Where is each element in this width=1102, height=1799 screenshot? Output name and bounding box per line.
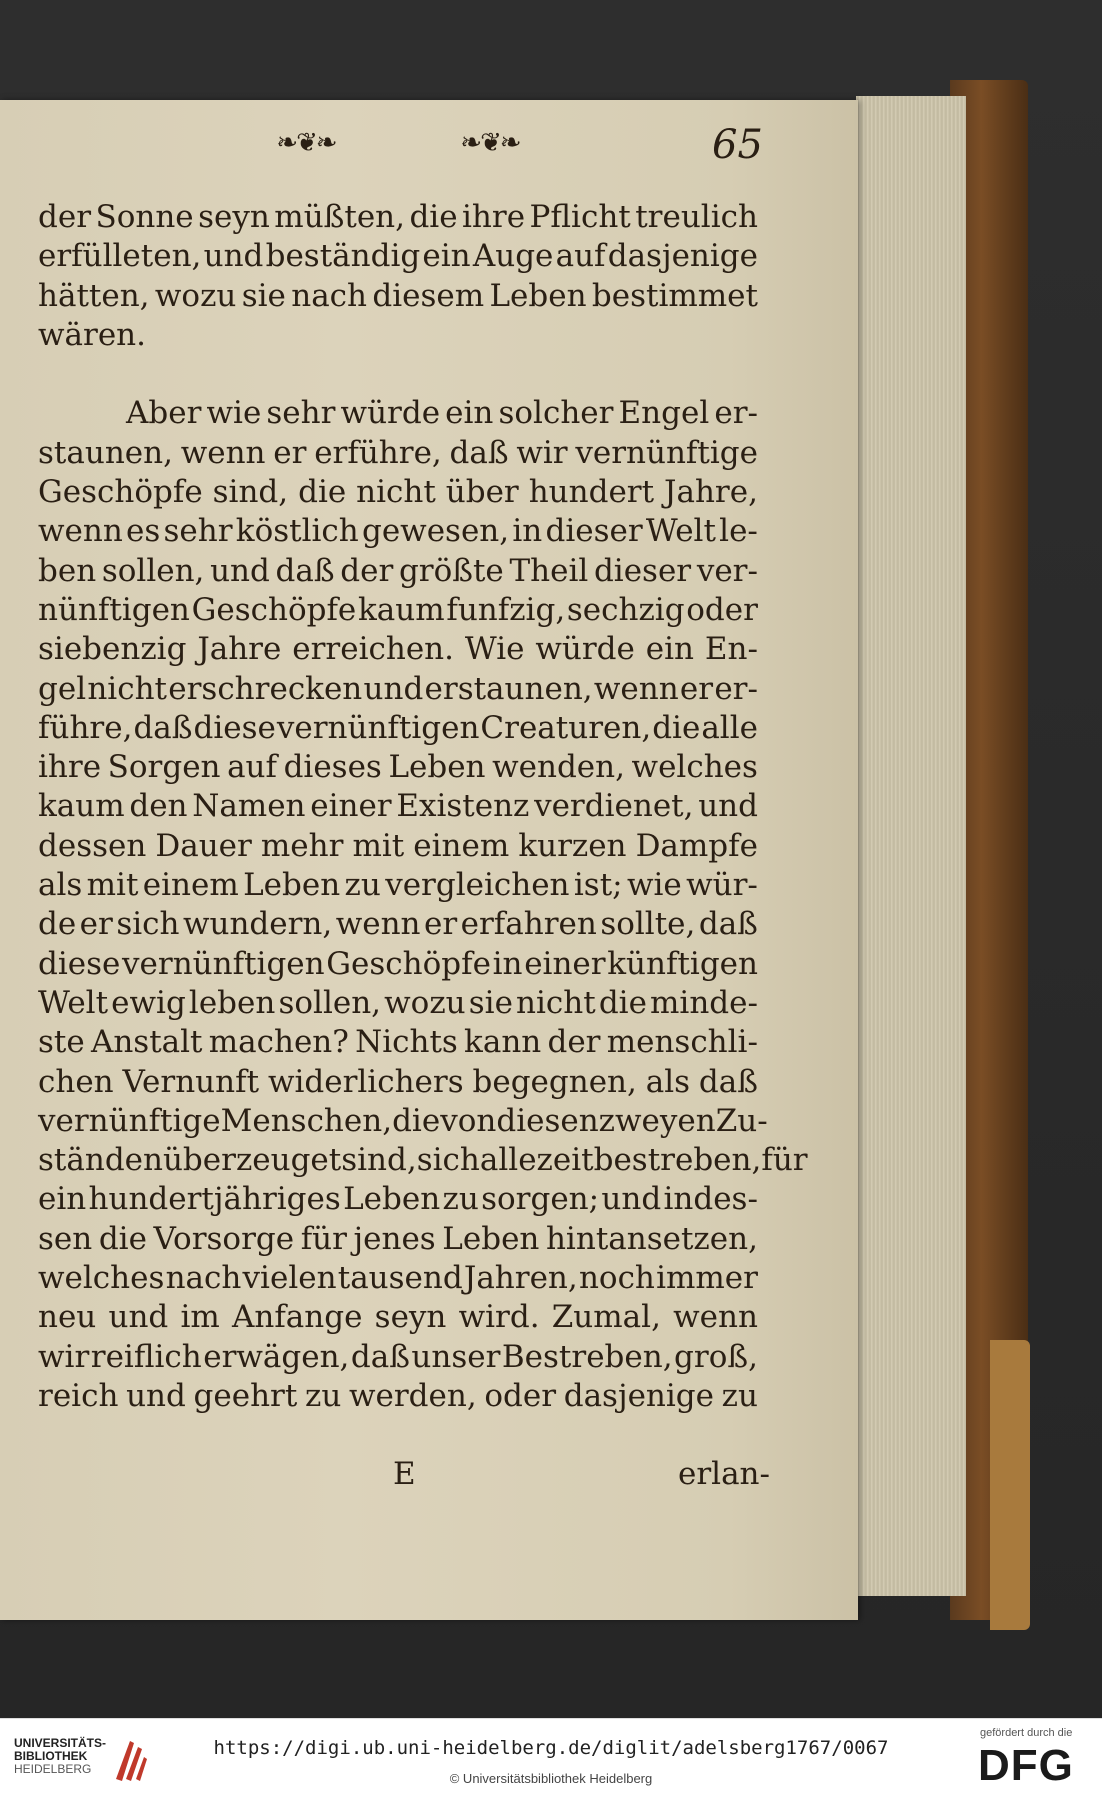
- word: unser: [411, 1338, 501, 1375]
- word: seyn: [374, 1299, 447, 1336]
- word: Jahre: [197, 631, 282, 668]
- word: einem: [142, 867, 239, 904]
- word: daß: [133, 709, 193, 746]
- text-line: [38, 434, 758, 473]
- word: nicht: [356, 474, 436, 511]
- word: nach: [165, 1260, 242, 1297]
- word: im: [180, 1299, 220, 1336]
- word: wozu: [154, 277, 237, 314]
- word: er: [273, 434, 307, 471]
- word: die: [298, 474, 347, 511]
- word: vernünftige: [575, 434, 758, 471]
- word: würde: [340, 395, 441, 432]
- word: groß,: [674, 1338, 758, 1375]
- word: reiflich: [90, 1338, 202, 1375]
- word: der: [38, 199, 92, 235]
- word: sehr: [266, 395, 336, 432]
- word: Jahren,: [463, 1260, 578, 1297]
- word: Namen: [192, 788, 306, 825]
- word: noch: [578, 1260, 655, 1297]
- word: diesem: [372, 277, 485, 314]
- word: immer: [656, 1260, 758, 1297]
- text-line: [38, 748, 758, 787]
- word: daß: [698, 1063, 758, 1100]
- word: de: [38, 906, 77, 943]
- word: siebenzig: [38, 631, 187, 668]
- signature-mark: E: [393, 1456, 416, 1492]
- word: sen: [38, 1220, 93, 1257]
- word: mit: [352, 827, 405, 864]
- text-line: [38, 552, 758, 591]
- word: chen: [38, 1063, 114, 1100]
- word: wür-: [686, 867, 758, 904]
- word: er: [79, 906, 113, 943]
- text-line: [38, 473, 758, 512]
- word: wenn: [673, 1299, 758, 1336]
- word: ver-: [696, 552, 758, 589]
- word: diese: [38, 945, 121, 982]
- word: Vorsorge: [153, 1220, 295, 1257]
- word: Geschöpfe: [326, 945, 491, 982]
- word: Leben: [388, 749, 486, 786]
- word: En-: [704, 631, 758, 668]
- word: ein: [38, 1181, 87, 1218]
- text-line: [38, 237, 758, 276]
- word: dieser: [545, 513, 643, 550]
- text-line: [38, 670, 758, 709]
- word: sollen,: [278, 984, 382, 1021]
- word: für: [300, 1220, 347, 1257]
- word: erwägen,: [203, 1338, 350, 1375]
- word: zweyen: [598, 1102, 716, 1139]
- word: minde-: [650, 984, 758, 1021]
- word: oder: [686, 591, 758, 628]
- word: daß: [449, 434, 509, 471]
- word: und: [108, 1299, 169, 1336]
- word: es: [126, 513, 161, 550]
- word: Zu-: [715, 1102, 768, 1139]
- word: Dampfe: [635, 827, 758, 864]
- logo-line-3: HEIDELBERG: [14, 1762, 92, 1776]
- word: vernünftigen: [276, 709, 480, 746]
- text-line: [38, 866, 758, 905]
- word: sehr: [163, 513, 233, 550]
- word: für: [761, 1142, 808, 1179]
- word: tausend: [337, 1260, 463, 1297]
- word: diesen: [496, 1102, 599, 1139]
- word: vielen: [242, 1260, 337, 1297]
- word: er: [423, 906, 458, 943]
- word: mit: [86, 867, 139, 904]
- word: wie: [206, 395, 262, 432]
- word: köstlich: [235, 513, 359, 550]
- word: erführe,: [314, 434, 442, 471]
- word: bestimmet: [591, 277, 758, 314]
- word: dieses: [283, 749, 382, 786]
- word: sie: [468, 984, 513, 1021]
- page-footer: [38, 1456, 771, 1496]
- word: kurzen: [518, 827, 627, 864]
- word: begegnen,: [472, 1063, 637, 1100]
- word: sind,: [341, 1142, 417, 1179]
- word: über: [445, 474, 519, 511]
- word: Sonne: [95, 199, 194, 235]
- catchword: erlan-: [678, 1456, 771, 1492]
- word: le-: [719, 513, 758, 550]
- text-line: [38, 1377, 758, 1416]
- word: sollen,: [101, 552, 205, 589]
- word: wir: [516, 434, 568, 471]
- word: menschli-: [606, 1024, 758, 1061]
- word: Anstalt: [90, 1024, 203, 1061]
- page-edges: [856, 96, 966, 1596]
- page-number: 65: [712, 122, 763, 168]
- word: müßten,: [274, 199, 405, 235]
- word: daß: [698, 906, 758, 943]
- word: indes-: [663, 1181, 758, 1218]
- word: oder: [484, 1377, 557, 1414]
- text-line: [38, 277, 758, 316]
- word: erreichen.: [292, 631, 454, 668]
- text-line: [38, 1141, 808, 1180]
- word: wenn: [335, 906, 421, 943]
- paragraph-gap: [38, 355, 758, 394]
- word: wenn: [38, 513, 123, 550]
- word: wir: [38, 1338, 90, 1375]
- word: ein: [422, 238, 471, 275]
- word: gewesen,: [361, 513, 510, 550]
- word: der: [340, 552, 394, 589]
- word: wie: [626, 867, 682, 904]
- word: wenn: [593, 670, 679, 707]
- word: alle: [701, 709, 758, 746]
- word: erstaunen,: [424, 670, 593, 707]
- text-line: [38, 630, 758, 669]
- text-line: wären.: [38, 316, 147, 353]
- word: Geschöpfe: [191, 591, 357, 628]
- word: hundertjähriges: [88, 1181, 341, 1218]
- word: mehr: [260, 827, 344, 864]
- word: Pflicht: [529, 199, 631, 235]
- word: werden,: [348, 1377, 477, 1414]
- viewer-footer-bar: [0, 1718, 1102, 1799]
- word: als: [645, 1063, 691, 1100]
- text-line: [38, 827, 758, 866]
- word: sechzig: [566, 591, 685, 628]
- word: kann: [464, 1024, 542, 1061]
- word: den: [129, 788, 188, 825]
- word: Existenz: [396, 788, 530, 825]
- text-line: [38, 1063, 758, 1102]
- word: treulich: [635, 199, 758, 235]
- word: und: [203, 238, 264, 275]
- word: leben: [188, 984, 276, 1021]
- word: nicht: [516, 984, 596, 1021]
- word: Leben: [343, 1181, 441, 1218]
- word: auf: [227, 749, 277, 786]
- word: in: [512, 513, 543, 550]
- text-line: [38, 1259, 758, 1298]
- word: gel: [38, 670, 87, 707]
- word: ben: [38, 552, 97, 589]
- word: kaum: [38, 788, 125, 825]
- word: hundert: [528, 474, 655, 511]
- text-line: [38, 905, 758, 944]
- word: jenes: [353, 1220, 436, 1257]
- word: und: [126, 1377, 186, 1414]
- word: Creaturen,: [480, 709, 652, 746]
- word: allezeit: [479, 1142, 594, 1179]
- word: kaum: [358, 591, 445, 628]
- word: zu: [442, 1181, 479, 1218]
- word: einer: [524, 945, 606, 982]
- word: Wie: [464, 631, 525, 668]
- word: würde: [535, 631, 635, 668]
- text-line: [38, 591, 758, 630]
- word: Theil: [509, 552, 589, 589]
- word: Welt: [38, 984, 109, 1021]
- dfg-funding-note: gefördert durch die: [980, 1727, 1073, 1739]
- word: von: [440, 1102, 497, 1139]
- word: in: [492, 945, 523, 982]
- word: dasjenige: [563, 1377, 714, 1414]
- word: wenn: [180, 434, 266, 471]
- word: und: [601, 1181, 662, 1218]
- word: widerlichers: [267, 1063, 464, 1100]
- text-line: [38, 1023, 758, 1062]
- text-line: [38, 1338, 758, 1377]
- word: daß: [350, 1338, 410, 1375]
- text-line: [38, 1220, 758, 1259]
- word: Leben: [489, 277, 587, 314]
- word: erfahren: [460, 906, 597, 943]
- word: wenden,: [492, 749, 625, 786]
- word: Engel: [618, 395, 710, 432]
- word: und: [363, 670, 424, 707]
- logo-line-1: UNIVERSITÄTS-: [14, 1736, 107, 1750]
- word: welches: [631, 749, 758, 786]
- word: Jahre,: [664, 474, 758, 511]
- word: ständen: [38, 1142, 163, 1179]
- word: daß: [275, 552, 335, 589]
- word: Dauer: [155, 827, 252, 864]
- word: Leben: [243, 867, 341, 904]
- word: Sorgen: [107, 749, 221, 786]
- word: wird.: [458, 1299, 540, 1336]
- word: erfülleten,: [38, 238, 202, 275]
- word: bestreben,: [593, 1142, 762, 1179]
- ornament-left: ❧❦❧: [276, 128, 336, 158]
- copyright-text: © Universitätsbibliothek Heidelberg: [449, 1771, 653, 1786]
- word: die: [409, 199, 458, 235]
- word: vernünftige: [38, 1102, 221, 1139]
- logo-line-2: BIBLIOTHEK: [14, 1749, 88, 1763]
- word: sich: [116, 906, 180, 943]
- word: auf: [555, 238, 606, 275]
- word: sich: [416, 1142, 480, 1179]
- word: Geschöpfe: [38, 474, 203, 511]
- permalink-url[interactable]: https://digi.ub.uni-heidelberg.de/diglit/adelsberg1767/0067: [213, 1737, 889, 1759]
- text-line: [38, 984, 758, 1023]
- page-text: [38, 198, 808, 1416]
- word: die: [98, 1220, 147, 1257]
- word: geehrt: [193, 1377, 298, 1414]
- text-line: [38, 1180, 758, 1219]
- word: hintansetzen,: [545, 1220, 758, 1257]
- word: Nichts: [355, 1024, 458, 1061]
- word: ist;: [573, 867, 623, 904]
- word: zu: [721, 1377, 758, 1414]
- word: der: [547, 1024, 601, 1061]
- word: vernünftigen: [122, 945, 325, 982]
- word: sind,: [212, 474, 289, 511]
- word: er: [679, 670, 714, 707]
- text-line: [38, 709, 758, 748]
- word: Welt: [645, 513, 716, 550]
- word: zu: [344, 867, 381, 904]
- word: Leben: [442, 1220, 540, 1257]
- word: nach: [291, 277, 368, 314]
- word: wozu: [384, 984, 466, 1021]
- book-cover-edge: [990, 1340, 1030, 1630]
- word: verdienet,: [534, 788, 694, 825]
- word: sie: [241, 277, 286, 314]
- word: ste: [38, 1024, 85, 1061]
- word: und: [698, 788, 758, 825]
- word: zu: [304, 1377, 342, 1414]
- text-line: [38, 945, 758, 984]
- text-line: [38, 1102, 768, 1141]
- word: die: [652, 709, 701, 746]
- word: die: [392, 1102, 441, 1139]
- word: solcher: [498, 395, 614, 432]
- word: führe,: [38, 709, 133, 746]
- word: reich: [38, 1377, 119, 1414]
- dfg-logo[interactable]: DFG: [978, 1741, 1074, 1790]
- word: ihre: [462, 199, 526, 235]
- word: dieser: [593, 552, 692, 589]
- word: seyn: [198, 199, 270, 235]
- word: dessen: [38, 827, 147, 864]
- text-line: [38, 394, 758, 433]
- word: und: [210, 552, 270, 589]
- word: Aber: [126, 395, 202, 432]
- word: dasjenige: [607, 238, 758, 275]
- word: vergleichen: [385, 867, 570, 904]
- word: Anfange: [231, 1299, 363, 1336]
- page-header: [0, 120, 858, 180]
- word: ein: [445, 395, 494, 432]
- word: nünftigen: [38, 591, 190, 628]
- word: staunen,: [38, 434, 173, 471]
- word: Auge: [472, 238, 554, 275]
- word: ein: [645, 631, 694, 668]
- ornament-right: ❧❦❧: [460, 128, 520, 158]
- word: er-: [714, 395, 758, 432]
- word: diese: [193, 709, 276, 746]
- word: hätten,: [38, 277, 150, 314]
- word: machen?: [208, 1024, 349, 1061]
- word: welches: [38, 1260, 165, 1297]
- text-line: [38, 512, 758, 551]
- word: sorgen;: [481, 1181, 600, 1218]
- word: ihre: [38, 749, 102, 786]
- word: funfzig,: [446, 591, 566, 628]
- word: überzeuget: [162, 1142, 342, 1179]
- text-line: [38, 1298, 758, 1337]
- word: Bestreben,: [501, 1338, 673, 1375]
- word: wundern,: [182, 906, 333, 943]
- word: größte: [398, 552, 504, 589]
- word: neu: [38, 1299, 97, 1336]
- word: einer: [310, 788, 392, 825]
- word: Zumal,: [551, 1299, 661, 1336]
- word: er-: [714, 670, 758, 707]
- word: sollte,: [600, 906, 696, 943]
- text-line: [38, 198, 758, 237]
- word: als: [38, 867, 83, 904]
- word: künftigen: [607, 945, 758, 982]
- word: ewig: [111, 984, 186, 1021]
- word: erschrecken: [168, 670, 363, 707]
- word: nicht: [87, 670, 168, 707]
- word: einem: [413, 827, 510, 864]
- word: Menschen,: [220, 1102, 393, 1139]
- word: die: [598, 984, 647, 1021]
- word: Vernunft: [122, 1063, 260, 1100]
- word: beständig: [265, 238, 421, 275]
- text-line: [38, 787, 758, 826]
